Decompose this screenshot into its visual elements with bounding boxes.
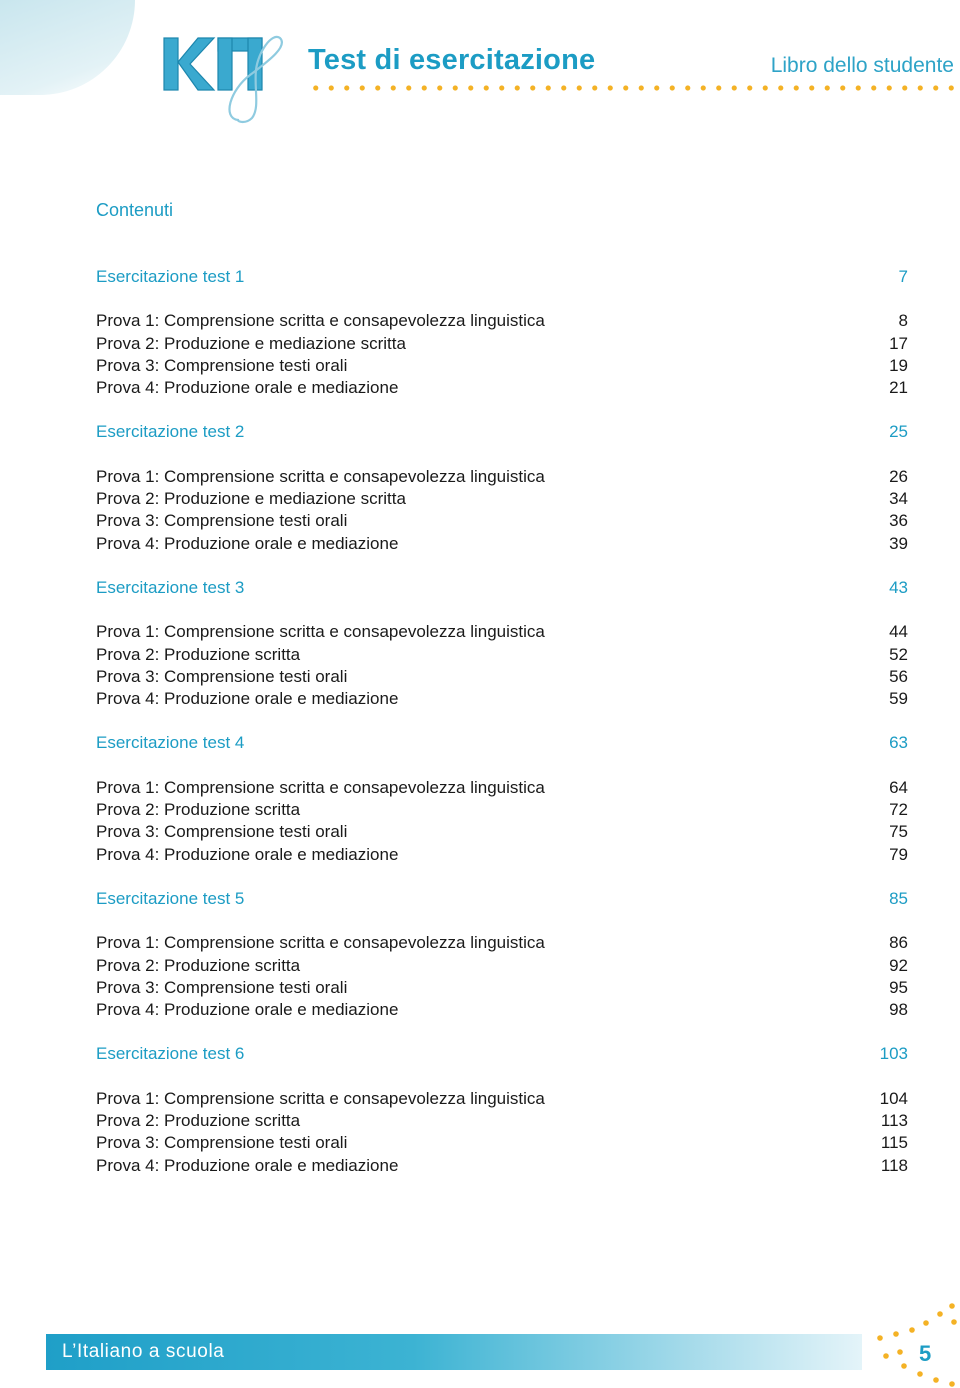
toc-entry-page: 79 <box>889 844 908 864</box>
toc-section-title: Esercitazione test 6 <box>96 1044 245 1064</box>
toc-entry[interactable] <box>96 932 908 954</box>
toc-entry-page: 52 <box>889 644 908 664</box>
toc-entry[interactable] <box>96 1155 908 1177</box>
toc-entry-label: Prova 2: Produzione scritta <box>96 1111 301 1131</box>
toc-section <box>96 266 908 399</box>
toc-entry[interactable] <box>96 355 908 377</box>
toc-entry-label: Prova 2: Produzione scritta <box>96 955 301 975</box>
toc-section <box>96 888 908 1021</box>
toc-entry[interactable] <box>96 377 908 399</box>
toc-entry-page: 34 <box>889 489 908 509</box>
toc-section-title: Esercitazione test 3 <box>96 577 245 597</box>
toc-entry-page: 56 <box>889 666 908 686</box>
toc-entry-page: 36 <box>889 511 908 531</box>
toc-section-heading[interactable] <box>96 577 908 599</box>
toc-entry-label: Prova 2: Produzione e mediazione scritta <box>96 333 406 353</box>
toc-entry[interactable] <box>96 666 908 688</box>
toc-entry[interactable] <box>96 977 908 999</box>
toc-entry-page: 86 <box>889 933 908 953</box>
toc-entry-label: Prova 3: Comprensione testi orali <box>96 977 348 997</box>
toc-entry-label: Prova 1: Comprensione scritta e consapevolezza linguistica <box>96 466 545 486</box>
toc-entry-label: Prova 4: Produzione orale e mediazione <box>96 1000 399 1020</box>
toc-entry[interactable] <box>96 310 908 332</box>
toc-section-heading[interactable] <box>96 888 908 910</box>
toc-entry-label: Prova 4: Produzione orale e mediazione <box>96 1155 399 1175</box>
toc-entry-label: Prova 1: Comprensione scritta e consapevolezza linguistica <box>96 311 545 331</box>
toc-section-page: 103 <box>879 1044 908 1064</box>
toc-entry[interactable] <box>96 799 908 821</box>
header-title: Test di esercitazione <box>308 44 596 76</box>
toc-section-title: Esercitazione test 1 <box>96 267 245 286</box>
toc-section <box>96 732 908 865</box>
toc-entry[interactable] <box>96 621 908 643</box>
toc-entry-page: 8 <box>898 311 908 331</box>
toc-section <box>96 1043 908 1176</box>
toc-section-title: Esercitazione test 2 <box>96 422 245 442</box>
toc-entry-page: 39 <box>889 533 908 553</box>
footer-decorative-dots <box>860 1300 960 1388</box>
toc-entry-label: Prova 3: Comprensione testi orali <box>96 666 348 686</box>
toc-entry-label: Prova 3: Comprensione testi orali <box>96 511 348 531</box>
toc-entry-page: 19 <box>889 355 908 375</box>
table-of-contents <box>96 266 908 1199</box>
toc-entry-page: 17 <box>889 333 908 353</box>
toc-entry-page: 75 <box>889 822 908 842</box>
toc-entry-page: 115 <box>880 1133 908 1153</box>
toc-entry-page: 95 <box>889 977 908 997</box>
toc-entry-page: 98 <box>889 1000 908 1020</box>
toc-entry-label: Prova 1: Comprensione scritta e consapevolezza linguistica <box>96 1088 545 1108</box>
toc-entry[interactable] <box>96 510 908 532</box>
toc-entry-label: Prova 2: Produzione scritta <box>96 800 301 820</box>
toc-section-page: 63 <box>889 733 908 753</box>
header-corner-shape <box>0 0 135 95</box>
toc-section-title: Esercitazione test 5 <box>96 888 245 908</box>
toc-section <box>96 577 908 710</box>
toc-entry[interactable] <box>96 999 908 1021</box>
toc-entry-page: 104 <box>879 1088 908 1108</box>
toc-entry-page: 21 <box>889 378 908 398</box>
toc-entry-label: Prova 3: Comprensione testi orali <box>96 822 348 842</box>
toc-entry[interactable] <box>96 644 908 666</box>
toc-entry-page: 59 <box>889 689 908 709</box>
toc-entry[interactable] <box>96 1132 908 1154</box>
toc-entry[interactable] <box>96 333 908 355</box>
toc-entry-page: 92 <box>889 955 908 975</box>
toc-section-heading[interactable] <box>96 421 908 443</box>
toc-entry-label: Prova 3: Comprensione testi orali <box>96 1133 348 1153</box>
toc-section-title: Esercitazione test 4 <box>96 733 245 753</box>
toc-section-heading[interactable] <box>96 266 908 288</box>
toc-entry-page: 118 <box>880 1155 908 1175</box>
toc-section-page: 85 <box>889 888 908 908</box>
kp-logo-icon <box>160 30 295 125</box>
toc-entry-page: 72 <box>889 800 908 820</box>
toc-entry[interactable] <box>96 533 908 555</box>
toc-entry[interactable] <box>96 1110 908 1132</box>
footer-title: L’Italiano a scuola <box>62 1341 225 1362</box>
toc-entry-page: 113 <box>880 1111 908 1131</box>
toc-entry-label: Prova 3: Comprensione testi orali <box>96 355 348 375</box>
toc-section-page: 43 <box>889 577 908 597</box>
toc-section <box>96 421 908 554</box>
toc-entry[interactable] <box>96 688 908 710</box>
toc-section-heading[interactable] <box>96 1043 908 1065</box>
toc-entry-label: Prova 2: Produzione scritta <box>96 644 301 664</box>
toc-entry[interactable] <box>96 488 908 510</box>
toc-entry-label: Prova 1: Comprensione scritta e consapevolezza linguistica <box>96 777 545 797</box>
header-subtitle: Libro dello studente <box>770 54 954 77</box>
toc-entry-label: Prova 2: Produzione e mediazione scritta <box>96 489 406 509</box>
toc-entry[interactable] <box>96 777 908 799</box>
toc-entry-label: Prova 4: Produzione orale e mediazione <box>96 378 399 398</box>
toc-entry[interactable] <box>96 1088 908 1110</box>
toc-entry-label: Prova 1: Comprensione scritta e consapevolezza linguistica <box>96 622 545 642</box>
toc-entry-label: Prova 4: Produzione orale e mediazione <box>96 533 399 553</box>
toc-entry-label: Prova 1: Comprensione scritta e consapevolezza linguistica <box>96 933 545 953</box>
header-dot-divider <box>308 84 958 92</box>
toc-entry-page: 26 <box>889 466 908 486</box>
toc-entry-label: Prova 4: Produzione orale e mediazione <box>96 689 399 709</box>
toc-section-page: 7 <box>898 267 908 286</box>
toc-entry-label: Prova 4: Produzione orale e mediazione <box>96 844 399 864</box>
toc-entry[interactable] <box>96 821 908 843</box>
toc-entry[interactable] <box>96 466 908 488</box>
page-number: 5 <box>919 1341 932 1366</box>
toc-entry[interactable] <box>96 844 908 866</box>
toc-entry-page: 64 <box>889 777 908 797</box>
toc-entry-page: 44 <box>889 622 908 642</box>
contents-heading: Contenuti <box>96 200 174 220</box>
toc-section-page: 25 <box>889 422 908 442</box>
toc-entry[interactable] <box>96 955 908 977</box>
toc-section-heading[interactable] <box>96 732 908 754</box>
